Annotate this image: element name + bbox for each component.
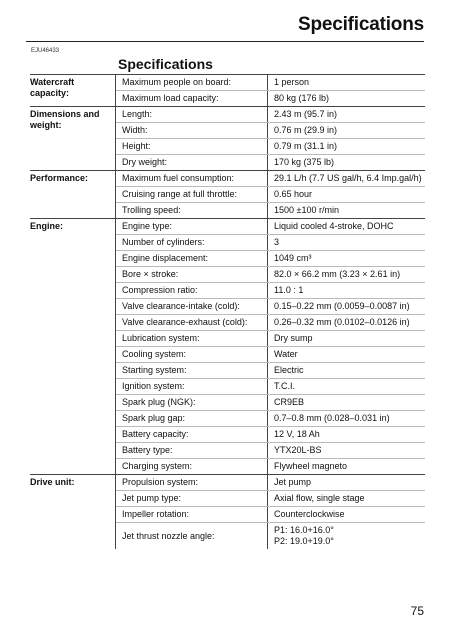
spec-label: Jet thrust nozzle angle: (116, 523, 268, 550)
spec-label: Compression ratio: (116, 283, 268, 299)
spec-row (30, 75, 425, 91)
spec-value: 1500 ±100 r/min (274, 205, 339, 215)
spec-label: Jet pump type: (116, 491, 268, 507)
spec-label: Length: (116, 107, 268, 123)
spec-category: Drive unit: (30, 475, 116, 550)
spec-value: Jet pump (268, 475, 426, 491)
spec-value: YTX20L-BS (268, 443, 426, 459)
spec-label: Valve clearance-exhaust (cold): (116, 315, 268, 331)
spec-value: 82.0 × 66.2 mm (3.23 × 2.61 in) (268, 267, 426, 283)
spec-label: Height: (116, 139, 268, 155)
spec-label: Valve clearance-intake (cold): (116, 299, 268, 315)
spec-label: Maximum fuel consumption: (116, 171, 268, 187)
spec-category: Engine: (30, 219, 116, 475)
spec-value: Water (268, 347, 426, 363)
spec-label: Maximum people on board: (116, 75, 268, 91)
spec-label: Width: (116, 123, 268, 139)
spec-category: Performance: (30, 171, 116, 219)
spec-value: 2.43 m (95.7 in) (268, 107, 426, 123)
spec-label: Maximum load capacity: (116, 91, 268, 107)
spec-label: Engine type: (116, 219, 268, 235)
spec-value: CR9EB (268, 395, 426, 411)
page-header-title: Specifications (297, 14, 424, 35)
spec-label: Engine displacement: (116, 251, 268, 267)
spec-value: 0.26–0.32 mm (0.0102–0.0126 in) (268, 315, 426, 331)
spec-label: Spark plug (NGK): (116, 395, 268, 411)
spec-value: 11.0 : 1 (268, 283, 426, 299)
section-title: Specifications (118, 56, 213, 72)
spec-label: Cruising range at full throttle: (116, 187, 268, 203)
spec-row (30, 475, 425, 491)
spec-value: 29.1 L/h (7.7 US gal/h, 6.4 Imp.gal/h) (268, 171, 426, 187)
spec-category: Dimensions and weight: (30, 107, 116, 171)
spec-value: 0.65 hour (268, 187, 426, 203)
header-divider (26, 41, 424, 42)
spec-value: Counterclockwise (268, 507, 426, 523)
spec-label: Number of cylinders: (116, 235, 268, 251)
spec-label: Charging system: (116, 459, 268, 475)
spec-label: Ignition system: (116, 379, 268, 395)
spec-value: 3 (268, 235, 426, 251)
document-code: EJU46433 (31, 48, 60, 54)
spec-value: 0.15–0.22 mm (0.0059–0.0087 in) (268, 299, 426, 315)
spec-value: 1 person (268, 75, 426, 91)
page-number: 75 (410, 604, 424, 618)
spec-label: Battery capacity: (116, 427, 268, 443)
spec-value: 12 V, 18 Ah (268, 427, 426, 443)
spec-value: Axial flow, single stage (268, 491, 426, 507)
spec-label: Battery type: (116, 443, 268, 459)
spec-value: 0.76 m (29.9 in) (268, 123, 426, 139)
spec-label: Propulsion system: (116, 475, 268, 491)
spec-label: Starting system: (116, 363, 268, 379)
spec-row (30, 107, 425, 123)
spec-label: Spark plug gap: (116, 411, 268, 427)
spec-value: P1: 16.0+16.0° P2: 19.0+19.0° (274, 525, 334, 546)
spec-label: Impeller rotation: (116, 507, 268, 523)
spec-value: 170 kg (375 lb) (274, 157, 335, 167)
spec-value: 80 kg (176 lb) (274, 93, 330, 103)
spec-value: T.C.I. (268, 379, 426, 395)
spec-label: Dry weight: (116, 155, 268, 171)
spec-value: Electric (268, 363, 426, 379)
spec-label: Lubrication system: (116, 331, 268, 347)
spec-value: Flywheel magneto (274, 461, 348, 471)
spec-value: 0.79 m (31.1 in) (268, 139, 426, 155)
specifications-table (30, 74, 425, 549)
spec-value: Dry sump (268, 331, 426, 347)
spec-category: Watercraft capacity: (30, 75, 116, 107)
spec-value: 1049 cm³ (268, 251, 426, 267)
spec-label: Cooling system: (116, 347, 268, 363)
spec-row (30, 219, 425, 235)
spec-label: Bore × stroke: (116, 267, 268, 283)
spec-value: 0.7–0.8 mm (0.028–0.031 in) (268, 411, 426, 427)
spec-value: Liquid cooled 4-stroke, DOHC (268, 219, 426, 235)
spec-row (30, 171, 425, 187)
spec-label: Trolling speed: (116, 203, 268, 219)
